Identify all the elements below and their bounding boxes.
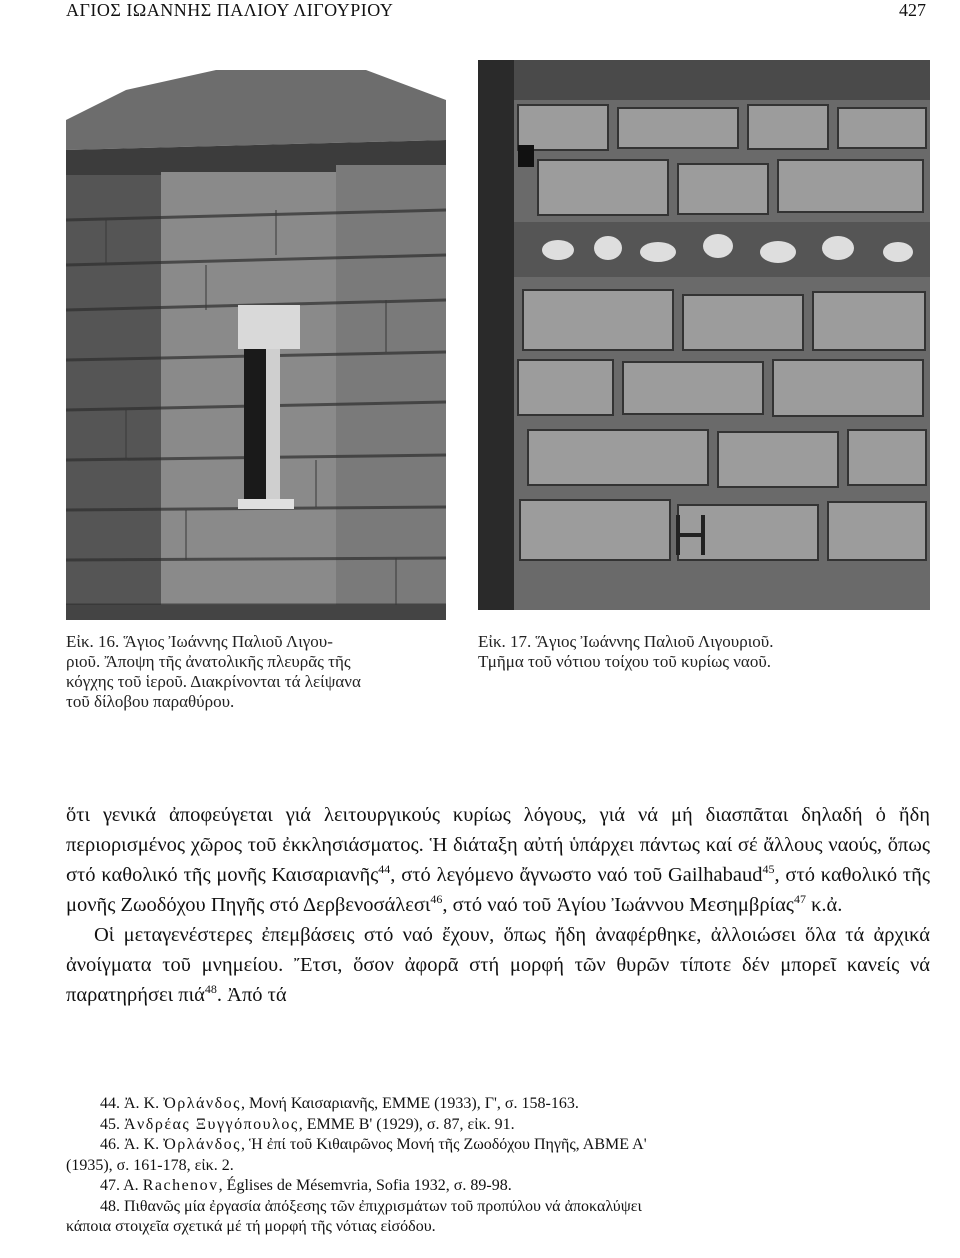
- footnote-ref-44[interactable]: 44: [378, 862, 391, 876]
- footnote-text: Ἀ. Κ.: [124, 1095, 164, 1112]
- footnote-text: , Églises de Mésemvria, Sofia 1932, σ. 89-98.: [218, 1177, 512, 1194]
- footnote-text: , Μονή Καισαριανῆς, ΕΜΜΕ (1933), Γ', σ. 158-163.: [241, 1095, 579, 1112]
- caption-line: Εἰκ. 16. Ἅγιος Ἰωάννης Παλιοῦ Λιγου-: [66, 632, 333, 651]
- text-run: , στό καθολικό τῆς μονῆς Ζωοδόχου Πηγῆς στό Δερβενοσάλεσι: [66, 864, 930, 916]
- footnote-number: 48.: [100, 1197, 120, 1215]
- figure-17-photo: [478, 60, 930, 610]
- figure-16-caption: [66, 632, 446, 712]
- paragraph-2: [66, 920, 930, 1010]
- south-wall-masonry-photo: [478, 60, 930, 610]
- footnote-author: Ἀνδρέας Ξυγγόπουλος: [124, 1115, 299, 1133]
- footnote-author: Ὀρλάνδος: [163, 1136, 241, 1153]
- figure-17-caption: [478, 632, 918, 672]
- footnote-ref-47[interactable]: 47: [793, 892, 806, 906]
- footnote-ref-46[interactable]: 46: [430, 892, 443, 906]
- footnote-ref-45[interactable]: 45: [762, 862, 775, 876]
- paragraph-1: [66, 800, 930, 920]
- apse-masonry-photo: [66, 60, 446, 620]
- footnote-47: [66, 1176, 930, 1197]
- footnote-author: Ὀρλάνδος: [163, 1095, 241, 1112]
- running-title: ΑΓΙΟΣ ΙΩΑΝΝΗΣ ΠΑΛΙΟΥ ΛΙΓΟΥΡΙΟΥ: [66, 0, 394, 20]
- caption-line: ριοῦ. Ἄποψη τῆς ἀνατολικῆς πλευρᾶς τῆς: [66, 652, 351, 671]
- caption-line: κόγχης τοῦ ἱεροῦ. Διακρίνονται τά λείψανα: [66, 672, 361, 691]
- footnote-number: 46.: [100, 1136, 120, 1153]
- figure-16-photo: [66, 60, 446, 620]
- footnote-author: Rachenov: [142, 1177, 219, 1194]
- text-run: κ.ἀ.: [805, 894, 843, 916]
- footnote-48-cont: κάποια στοιχεῖα σχετικά μέ τή μορφή τῆς νότιας εἰσόδου.: [66, 1218, 436, 1235]
- text-run: , στό λεγόμενο ἄγνωστο ναό τοῦ Gailhabaud: [390, 864, 763, 886]
- footnote-48: [66, 1197, 930, 1218]
- body-text: [66, 800, 930, 1010]
- caption-line: τοῦ δίλοβου παραθύρου.: [66, 692, 235, 711]
- footnote-46: [66, 1135, 930, 1156]
- page-number: 427: [899, 0, 926, 20]
- footnote-45: [66, 1115, 930, 1136]
- footnote-number: 44.: [100, 1095, 120, 1112]
- text-run: . Ἀπό τά: [216, 984, 287, 1006]
- caption-line: Εἰκ. 17. Ἅγιος Ἰωάννης Παλιοῦ Λιγουριοῦ.: [478, 632, 774, 651]
- text-run: Οἱ μεταγενέστερες ἐπεμβάσεις στό ναό ἔχουν, ὅπως ἤδη ἀναφέρθηκε, ἀλλοιώσει ὅλα τά ἀρχικά ἀνοίγματα τοῦ μνημείου. Ἔτσι, ὅσον ἀφορᾶ στή μορφή τῶν θυρῶν τίποτε δέν μπορεῖ κανείς νά παρατηρήσει πιά: [66, 924, 930, 1006]
- footnote-text: , ΕΜΜΕ Β' (1929), σ. 87, εἰκ. 91.: [298, 1115, 515, 1133]
- footnote-44: [66, 1094, 930, 1115]
- footnote-ref-48[interactable]: 48: [204, 982, 217, 996]
- footnotes: [66, 1094, 930, 1238]
- footnote-text: Πιθανῶς μία ἐργασία ἀπόξεσης τῶν ἐπιχρισμάτων τοῦ προπύλου νά ἀποκαλύψει: [124, 1197, 642, 1215]
- running-header: [66, 0, 926, 30]
- caption-line: Τμῆμα τοῦ νότιου τοίχου τοῦ κυρίως ναοῦ.: [478, 652, 772, 671]
- footnote-46-cont: (1935), σ. 161-178, εἰκ. 2.: [66, 1156, 234, 1174]
- text-run: ὅτι γενικά ἀποφεύγεται γιά λειτουργικούς κυρίως λόγους, γιά νά μή διασπᾶται δηλαδή ὁ ἤδη περιορισμένος χῶρος τοῦ ἐκκλησιάσματος. Ἡ διάταξη αὐτή ὑπάρχει πάντως καί σέ ἄλλους ναούς, ὅπως στό καθολικό τῆς μονῆς Καισαριανῆς: [66, 804, 930, 886]
- footnote-text: A.: [123, 1177, 143, 1194]
- footnote-text: Ἀ. Κ.: [124, 1136, 164, 1153]
- text-run: , στό ναό τοῦ Ἁγίου Ἰωάννου Μεσημβρίας: [442, 894, 794, 916]
- footnote-number: 45.: [100, 1115, 120, 1133]
- footnote-text: , Ἡ ἐπί τοῦ Κιθαιρῶνος Μονή τῆς Ζωοδόχου Πηγῆς, ΑΒΜΕ Α': [241, 1136, 647, 1153]
- footnote-number: 47.: [100, 1177, 120, 1194]
